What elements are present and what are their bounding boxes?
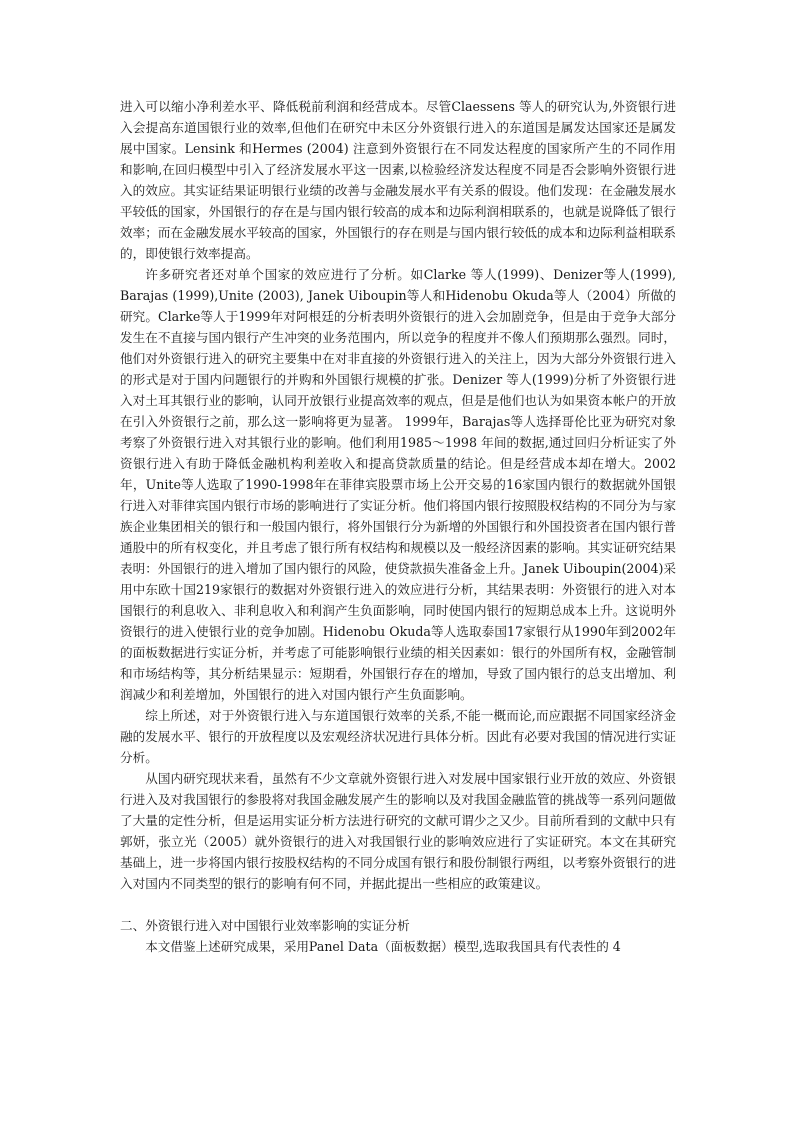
section-heading: 二、外资银行进入对中国银行业效率影响的实证分析 [120,918,410,933]
body-paragraph-1: 进入可以缩小净利差水平、降低税前利润和经营成本。尽管Claessens 等人的研究认为,外资银行进入会提高东道国银行业的效率,但他们在研究中未区分外资银行进入的东道国是属发达国家还是属发展中国家。Lensink 和Hermes (2004) 注意到外资银行在不同发达程度的国家所产生的不同作用和影响,在回归模型中引入了经济发展水平这一因素,以检验经济发达程度不同是否会影响外资银行进入的效应。其实证结果证明银行业绩的改善与金融发展水平有关系的假设。他们发现：在金融发展水平较低的国家，外国银行的存在是与国内银行较高的成本和边际利润相联系的，也就是说降低了银行效率；而在金融发展水平较高的国家，外国银行的存在则是与国内银行较低的成本和边际利益相联系的，即使银行效率提高。 [120,99,676,261]
document-page [120,96,676,957]
body-paragraph-2: 许多研究者还对单个国家的效应进行了分析。如Clarke 等人(1999)、Denizer等人(1999), Barajas (1999),Unite (2003), Janek Uiboupin等人和Hidenobu Okuda等人（2004）所做的研究。Clarke等人于1999年对阿根廷的分析表明外资银行的进入会加剧竞争，但是由于竞争大部分发生在不直接与国内银行产生冲突的业务范围内，所以竞争的程度并不像人们预期那么强烈。同时，他们对外资银行进入的研究主要集中在对非直接的外资银行进入的关注上，因为大部分外资银行进入的形式是对于国内问题银行的并购和外国银行规模的扩张。Denizer 等人(1999)分析了外资银行进入对土耳其银行业的影响，认同开放银行业提高效率的观点，但是是他们也认为如果资本帐户的开放在引入外资银行之前，那么这一影响将更为显著。 1999年，Barajas等人选择哥伦比亚为研究对象考察了外资银行进入对其银行业的影响。他们利用1985～1998 年间的数据,通过回归分析证实了外资银行进入有助于降低金融机构利差收入和提高贷款质量的结论。但是经营成本却在增大。2002年，Unite等人选取了1990-1998年在菲律宾股票市场上公开交易的16家国内银行的数据就外国银行进入对菲律宾国内银行市场的影响进行了实证分析。他们将国内银行按照股权结构的不同分为与家族企业集团相关的银行和一般国内银行，将外国银行分为新增的外国银行和外国投资者在国内银行普通股中的所有权变化，并且考虑了银行所有权结构和规模以及一般经济因素的影响。其实证研究结果表明：外国银行的进入增加了国内银行的风险，使贷款损失准备金上升。Janek Uiboupin(2004)采用中东欧十国219家银行的数据对外资银行进入的效应进行分析，其结果表明：外资银行的进入对本国银行的利息收入、非利息收入和利润产生负面影响，同时使国内银行的短期总成本上升。这说明外资银行的进入使银行业的竞争加剧。Hidenobu Okuda等人选取泰国17家银行从1990年到2002年的面板数据进行实证分析，并考虑了可能影响银行业绩的相关因素如：银行的外国所有权，金融管制和市场结构等，其分析结果显示：短期看，外国银行存在的增加，导致了国内银行的总支出增加、利润减少和利差增加，外国银行的进入对国内银行产生负面影响。 [120,267,676,702]
section-paragraph: 本文借鉴上述研究成果，采用Panel Data（面板数据）模型,选取我国具有代表性的 4 [145,939,621,954]
body-paragraph-3: 综上所述，对于外资银行进入与东道国银行效率的关系,不能一概而论,而应跟据不同国家经济金融的发展水平、银行的开放程度以及宏观经济状况进行具体分析。因此有必要对我国的情况进行实证分析。 [120,708,676,765]
body-paragraph-4: 从国内研究现状来看，虽然有不少文章就外资银行进入对发展中国家银行业开放的效应、外资银行进入及对我国银行的参股将对我国金融发展产生的影响以及对我国金融监管的挑战等一系列问题做了大量的定性分析，但是运用实证分析方法进行研究的文献可谓少之又少。目前所看到的文献中只有郭妍，张立光（2005）就外资银行的进入对我国银行业的影响效应进行了实证研究。本文在其研究基础上，进一步将国内银行按股权结构的不同分成国有银行和股份制银行两组，以考察外资银行的进入对国内不同类型的银行的影响有何不同，并据此提出一些相应的政策建议。 [120,771,676,891]
